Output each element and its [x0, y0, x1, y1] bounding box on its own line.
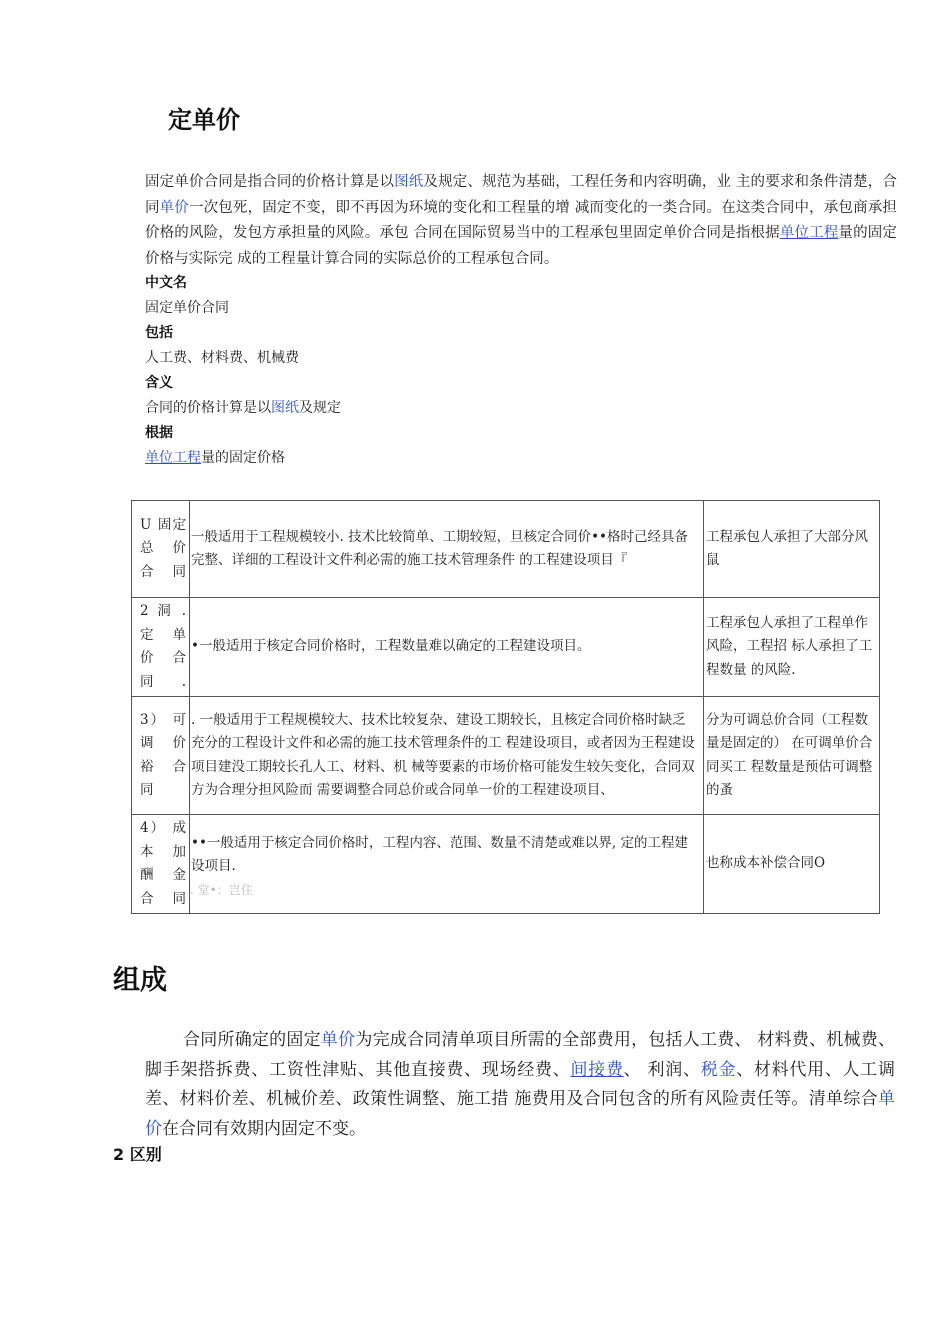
composition-paragraph — [145, 1026, 895, 1144]
link-unit-price[interactable]: 单价 — [159, 199, 189, 216]
contract-desc-cell: . 一般适用于工程规模较大、技术比较复杂、建设工期较长，且核定合同价格时缺乏充分的工程设计文件和必需的施工技术管理条件的工 程建设项目，或者因为王程建设项目建没工期较长孔人工、材料、机 械等要素的市场价格可能发生较矢变化，合同双方为合理分担风险而 需要调整合同总价或合同单一价的工程建设项目、 — [191, 711, 695, 798]
link-unit-price-3[interactable]: 单价 — [145, 1089, 895, 1139]
contract-desc-cell: •一般适用于核定合同价格时，工程数量难以确定的工程建设项目。 — [191, 638, 591, 655]
comp-text-4: 、材料代用、人工调差、材料价差、机械价差、政策性调整、施工措 施费用及合同包含的所有风险责任等。清单综合 — [145, 1059, 896, 1109]
intro-text-4: 量的固定价格与实际完 成的工程量计算合同的实际总价的工程承包合同。 — [145, 225, 897, 267]
comp-text-3: 、 利润、 — [623, 1059, 701, 1080]
contract-type-table — [131, 500, 880, 914]
contract-desc-cell: ••一般适用于核定合同价格时，工程内容、范围、数量不清楚或难以界, 定的工程建设项目. — [191, 834, 689, 874]
fact-value-chinese-name: 固定单价合同 — [145, 300, 229, 316]
comp-text-2: 为完成合同清单项目所需的全部费用，包括人工费、 材料费、机械费、脚手架搭拆费、工资性津贴、其他直接费、现场经费、 — [145, 1030, 895, 1080]
fact-value-includes: 人工费、材料费、机械费 — [145, 350, 299, 366]
intro-text-3: 一次包死，固定不变，即不再因为环境的变化和工程量的增 减而变化的一类合同。在这类合同中，承包商承担价格的风险，发包方承担量的风险。承包 合同在国际贸易当中的工程承包里固定单价合同是指根据 — [145, 199, 897, 241]
table-row — [132, 598, 880, 697]
section-heading-composition: 组成 — [113, 965, 167, 996]
intro-text-2: 及规定、规范为基础，工程任务和内容明确，业 主的要求和条件清楚，合同 — [145, 174, 898, 216]
fact-key-includes: 包括 — [145, 325, 173, 341]
fact-list — [145, 271, 745, 471]
intro-text-1: 固定单价合同是指合同的价格计算是以 — [145, 174, 395, 190]
contract-kind-cell: U 固定 总价 合同 — [140, 516, 187, 580]
table-row — [132, 697, 880, 815]
fact-basis-text: 量的固定价格 — [201, 450, 285, 466]
contract-desc-cell: 一般适用于工程规模较小. 技术比较简单、工期较短，旦核定合同价••格时己经具备完整、详细的工程设计文件利必需的施工技术管理条件 的工程建设项目『 — [191, 528, 689, 568]
faded-note: . 堂•：岂住 — [190, 882, 253, 897]
comp-text-1: 合同所确定的固定 — [183, 1030, 321, 1050]
link-drawings[interactable]: 图纸 — [394, 174, 424, 190]
fact-value-meaning — [145, 396, 745, 421]
contract-kind-cell: 2 洞 .定 单价 合同. — [140, 603, 187, 690]
contract-risk-cell: 分为可调总价合同（工程数量是固定的） 在可调单价合同买工 程数量是预估可调整 的蚤 — [706, 711, 873, 798]
contract-kind-cell: 3） 可调 价裕 合同 — [140, 711, 187, 798]
fact-key-basis: 根据 — [145, 425, 173, 441]
table-row — [132, 815, 880, 914]
page-title: 定单价 — [168, 106, 240, 134]
contract-risk-cell: 工程承包人承担了工程单作风险，工程招 标人承担了工程数量 的风险. — [706, 614, 873, 678]
contract-kind-cell: 4） 成本 加酬 金合同 — [140, 820, 187, 907]
contract-risk-cell: 也称成本补偿合同O — [706, 855, 826, 872]
link-unit-project[interactable]: 单位工程 — [779, 225, 839, 241]
link-unit-project-2[interactable]: 单位工程 — [145, 450, 201, 466]
intro-paragraph — [145, 170, 897, 272]
link-tax[interactable]: 税金 — [700, 1059, 737, 1080]
fact-key-meaning: 含义 — [145, 375, 173, 391]
contract-risk-cell: 工程承包人承担了大部分风鼠 — [706, 528, 868, 568]
fact-key-chinese-name: 中文名 — [145, 275, 187, 291]
link-drawings-2[interactable]: 图纸 — [271, 400, 299, 416]
comp-text-5: 在合同有效期内固定不变。 — [162, 1118, 366, 1139]
link-indirect-cost[interactable]: 间接费 — [570, 1059, 624, 1080]
fact-meaning-text-2: 及规定 — [299, 400, 341, 416]
section-heading-difference: 2 区别 — [113, 1145, 162, 1164]
link-unit-price-2[interactable]: 单价 — [320, 1030, 356, 1050]
fact-value-basis — [145, 446, 745, 471]
fact-meaning-text-1: 合同的价格计算是以 — [145, 400, 271, 416]
table-row — [132, 501, 880, 598]
